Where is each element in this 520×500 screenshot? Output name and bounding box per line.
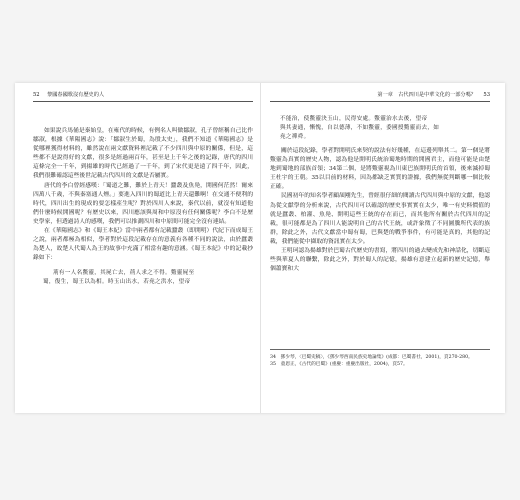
footnote: 35 童恩正，《古代的巴蜀》(重慶：重慶出版社，2004)，頁57。 — [270, 362, 408, 368]
paragraph: 如果說兵馬俑是秦始皇，在雍代的時候，有例名人叫做鄒淑，孔子曾經稱自己比作鄒淑，根據《華陽國志》說：「鄒淑生於蜀，為殷太史」，我們不知道《華陽國志》是從哪裡獲得材料的，雖然說在兩文獻資料裡記載了不少四川與中原的關係，但是，這些都不是說得好的文獻，很多是經過兩百年，甚至是上千年之後的記錄，唐代的四川這條完全一千年，到揚雄的時代已經過了一千年，到了宋代更是遠了四千年，因此，我們很難確認這些後世記載古代四川的文獻是否屬實。 — [33, 128, 253, 180]
quote-line: 荊有一人名鱉靈，其屍亡去，荊人求之不得。鱉靈屍至 — [53, 270, 195, 277]
right-running-title: 第一章 古代四川是中華文化的一部分嗎？ — [377, 92, 476, 98]
right-page-body — [270, 115, 490, 274]
paragraph: 在《華陽國志》和《蜀王本紀》當中兩者都有記載蠶叢（即開明）代紀下而成蜀王之說，兩者都極為相似，學者對於這段記載存在的意義有各種不同的說法，由於蠶叢為楚人，故楚人代蜀人為王的故事中充滿了相當有趣的意涵。《蜀王本紀》中的記載抄錄如下： — [33, 228, 253, 262]
footnotes — [270, 349, 490, 369]
left-page-number: 52 — [33, 92, 40, 98]
right-page-number: 53 — [483, 92, 490, 98]
left-running-title: 黎國春國歌沒有歷史的人 — [47, 92, 105, 98]
block-quote-continued — [270, 115, 490, 142]
book-gutter — [260, 83, 261, 413]
left-running-header — [33, 91, 253, 102]
right-running-header — [270, 91, 490, 102]
left-page-body — [33, 127, 253, 287]
paragraph: 唐代的李白曾經感嘆：「蜀道之難，難於上青天！蠶叢及魚鳧，開國何茫然！爾來四萬八千歲，不與秦塞通人煙。」要進入四川的蜀道比上青天還難啊！在交通不便利的時代，四川出生的現成的要怎樣產生呢？對於四川人來說，秦代以前，就沒有知道他們什麼時候開國呢？有歷史以來，四川應該與周和中原沒有任何關係呢？李白不是歷史學家，但透過詩人的感嘆，我們可以推測四川和中原間可能完全沒有連結。 — [33, 182, 253, 225]
paragraph: 民國初年的知名學者顧頡剛先生，曾經很仔細的閱讀古代四川與中原的文獻，他認為從文獻學的分析來說，古代四川可以確認的歷史事實實在太少，唯一有史料價值的就是蠶叢、柏灌、魚鳧、開明這些王統的存在而已，而其他所有關於古代四川的記載，很可能都是為了四川人能說明自己的古代王統，或許象徵了不同圖騰所代表的族群，除此之外，古代文獻當中蜀有蜀，巴與楚的戰爭事件，有可能是真的，其他的記載，我們能從中擷取的資訊實在太少。 — [270, 193, 490, 245]
quote-line: 與其妻通，慚愧，自以德薄，不如鱉靈，委國授鱉靈而去，如 — [280, 125, 440, 131]
right-page — [270, 91, 490, 407]
quote-line: 不能治，使鱉靈決玉山，民得安處。鱉靈治水去後，望帝 — [280, 116, 428, 122]
paragraph: 王明珂認為揚雄對於巴蜀古代歷史的書寫，將四川的過去變成先和神話化，切斷這些與華夏人的聯繫，除此之外，對於蜀人的記憶，揚雄有意建立起新的歷史記憶，舉個蕭寶和大 — [270, 248, 490, 273]
left-page — [33, 91, 253, 407]
quote-line: 蜀，復生，蜀王以為相。時玉山出水，若堯之洪水，望帝 — [43, 279, 191, 286]
book-spread — [15, 83, 505, 413]
paragraph: 關於這段紀錄，學者對開明氏來契的說法有好幾種，在這邊列舉其二。第一個是將鱉靈為真實的歷史人物，認為他是開明氏統治蜀地時期的開國君主，而他可能是由楚地到蜀地的部族首領；34第二個，是將鱉靈視為川東巴族開明氏的首領，後來滅掉蜀王杜宇的王朝。35以目前的材料，因為都缺乏實質的證據，我們無從判斷哪一個比較正確。 — [270, 148, 490, 191]
footnote: 34 鄧少琴，〈巴蜀史稿〉，《鄧少琴西南民族史地論集》(成都：巴蜀書社，2001)，頁270-280。 — [270, 355, 473, 360]
block-quote — [33, 269, 253, 287]
quote-line: 堯之禪舜。 — [280, 134, 310, 140]
